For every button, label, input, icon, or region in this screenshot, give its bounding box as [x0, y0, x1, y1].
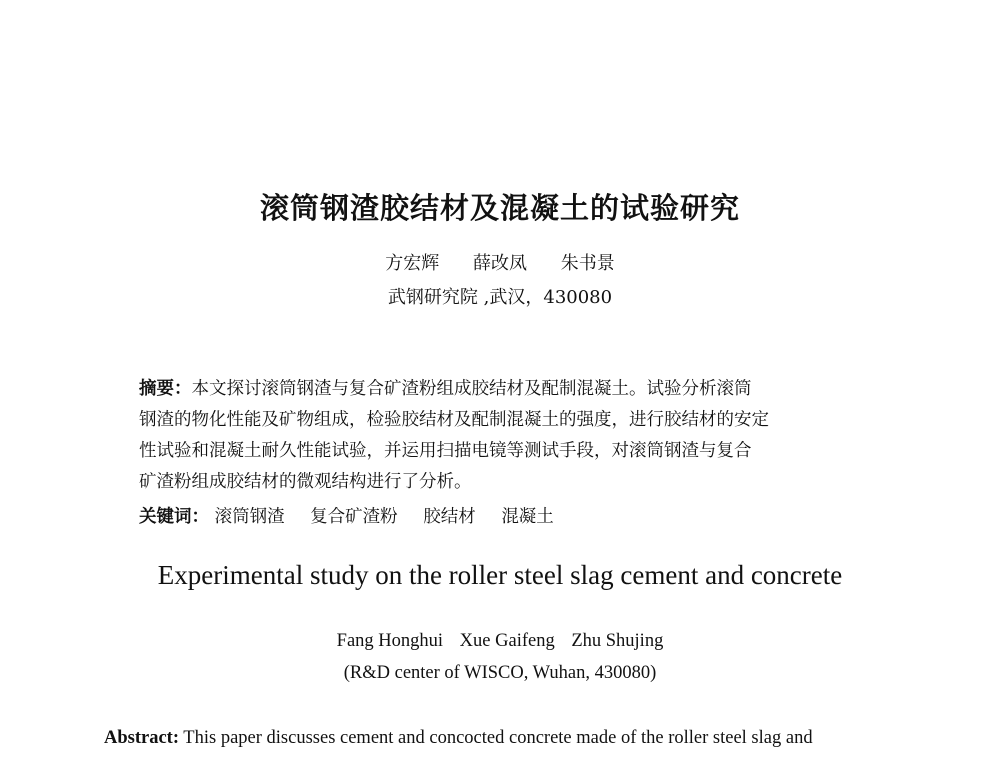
keyword-3: 胶结材: [423, 507, 476, 527]
english-abstract: [104, 728, 813, 749]
keyword-4: 混凝土: [501, 507, 554, 527]
chinese-abstract-line-1: [139, 374, 869, 405]
english-abstract-label: Abstract:: [104, 728, 180, 748]
chinese-abstract: [139, 374, 869, 498]
english-authors: [0, 631, 1000, 652]
chinese-keywords: [139, 503, 574, 528]
chinese-author-1: 方宏辉: [385, 253, 440, 274]
keyword-1: 滚筒钢渣: [214, 507, 285, 527]
chinese-author-2: 薛改凤: [473, 253, 527, 274]
chinese-keywords-label: 关键词：: [139, 507, 209, 527]
chinese-abstract-line-3: 性试验和混凝土耐久性能试验，并运用扫描电镜等测试手段，对滚筒钢渣与复合: [139, 441, 752, 461]
chinese-abstract-text-1: 本文探讨滚筒钢渣与复合矿渣粉组成胶结材及配制混凝土。试验分析滚筒: [191, 379, 752, 399]
chinese-abstract-label: 摘要：: [139, 379, 192, 399]
english-affiliation: (R&D center of WISCO, Wuhan, 430080): [343, 663, 657, 683]
english-title: Experimental study on the roller steel slag cement and concrete: [157, 560, 843, 590]
chinese-author-3: 朱书景: [560, 253, 615, 274]
chinese-affiliation: 武钢研究院 ,武汉，430080: [387, 287, 613, 308]
english-author-1: Fang Honghui: [336, 631, 444, 651]
keyword-2: 复合矿渣粉: [310, 507, 398, 527]
chinese-title: 滚筒钢渣胶结材及混凝土的试验研究: [259, 191, 740, 225]
english-abstract-text: This paper discusses cement and concocted concrete made of the roller steel slag and: [179, 728, 813, 748]
english-author-2: Xue Gaifeng: [459, 631, 555, 651]
english-author-3: Zhu Shujing: [571, 631, 664, 651]
chinese-abstract-line-4: 矿渣粉组成胶结材的微观结构进行了分析。: [139, 472, 472, 492]
chinese-abstract-line-2: 钢渣的物化性能及矿物组成，检验胶结材及配制混凝土的强度，进行胶结材的安定: [139, 410, 769, 430]
chinese-authors: [0, 249, 1000, 275]
